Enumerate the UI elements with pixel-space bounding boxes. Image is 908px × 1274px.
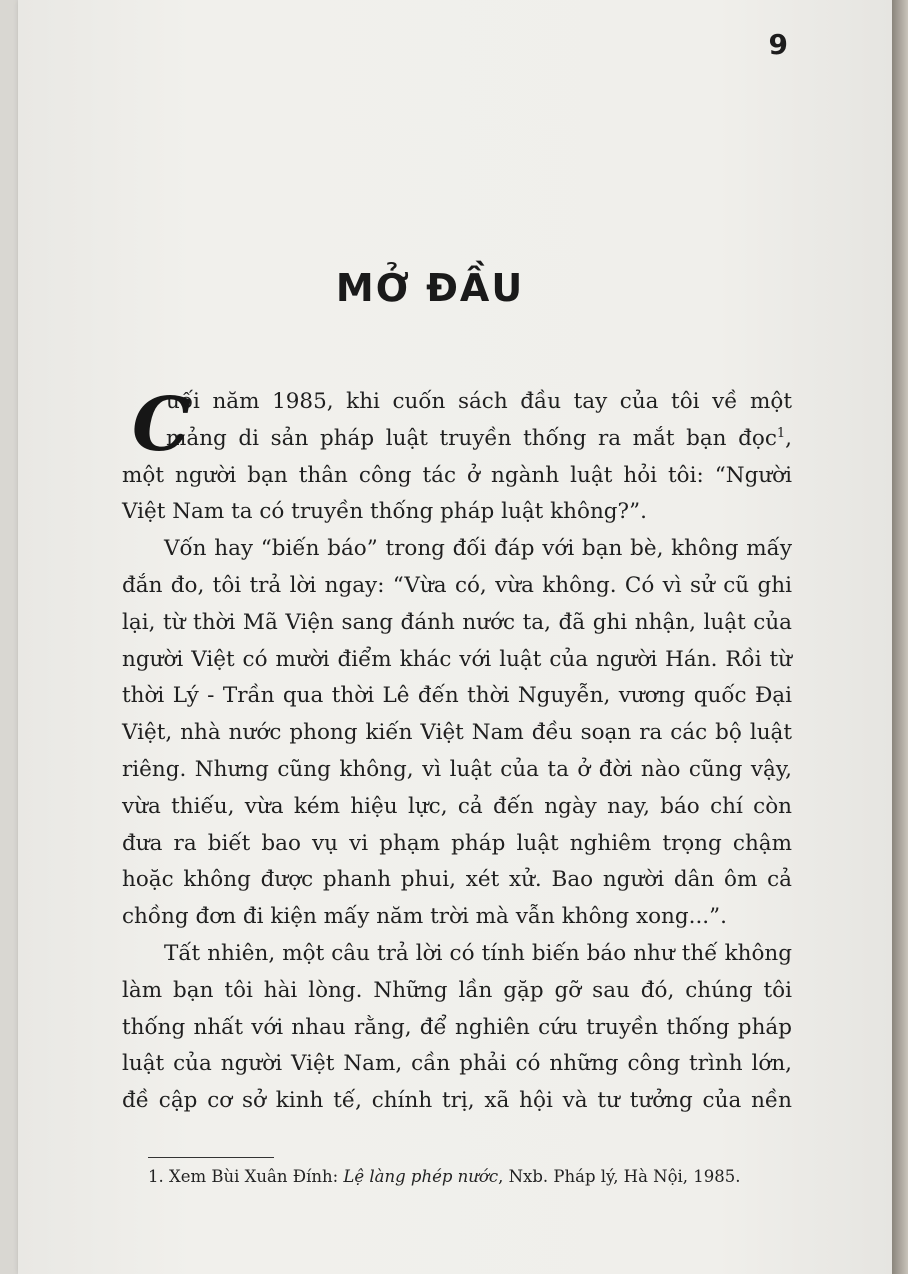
footnote-prefix: 1. Xem Bùi Xuân Đính: (148, 1167, 344, 1186)
text-line: uối năm 1985, khi cuốn sách đầu tay của tôi về một (166, 389, 792, 414)
text-line: Tất nhiên, một câu trả lời có tính biến báo như thế không (164, 940, 792, 966)
text-line: người Việt có mười điểm khác với luật của người Hán. Rồi từ (122, 646, 792, 672)
footnote-title: Lệ làng phép nước (343, 1167, 499, 1186)
text-line: thống nhất với nhau rằng, để nghiên cứu truyền thống pháp (122, 1014, 792, 1040)
paragraph-1 (122, 384, 792, 531)
drop-cap: C (132, 382, 191, 468)
text-line: hoặc không được phanh phui, xét xử. Bao người dân ôm cả (122, 867, 792, 893)
text-line (122, 421, 792, 458)
footnote-divider (148, 1157, 274, 1158)
paragraph-3 (122, 936, 792, 1120)
text-line: vừa thiếu, vừa kém hiệu lực, cả đến ngày nay, báo chí còn (122, 793, 792, 819)
footnote-ref-comma: , (785, 425, 792, 451)
text-line: riêng. Nhưng cũng không, vì luật của ta ở đời nào cũng vậy, (122, 756, 792, 782)
text-line: Việt, nhà nước phong kiến Việt Nam đều soạn ra các bộ luật (122, 720, 792, 746)
body-text (122, 384, 792, 1120)
text-line: đưa ra biết bao vụ vi phạm pháp luật nghiêm trọng chậm (122, 830, 792, 856)
text-line: lại, từ thời Mã Viện sang đánh nước ta, đã ghi nhận, luật của (122, 609, 792, 635)
text-line: luật của người Việt Nam, cần phải có những công trình lớn, (122, 1051, 792, 1077)
text-line: Vốn hay “biến báo” trong đối đáp với bạn bè, không mấy (164, 536, 792, 562)
text-line: đề cập cơ sở kinh tế, chính trị, xã hội và tư tưởng của nền (122, 1088, 792, 1114)
footnote-suffix: , Nxb. Pháp lý, Hà Nội, 1985. (498, 1167, 741, 1186)
text-line: chồng đơn đi kiện mấy năm trời mà vẫn không xong...”. (122, 904, 727, 930)
footnote (148, 1167, 788, 1186)
text-line: đắn đo, tôi trả lời ngay: “Vừa có, vừa không. Có vì sử cũ ghi (122, 572, 792, 598)
text-line: làm bạn tôi hài lòng. Những lần gặp gỡ sau đó, chúng tôi (122, 977, 792, 1003)
text-line: thời Lý - Trần qua thời Lê đến thời Nguyễn, vương quốc Đại (122, 683, 792, 709)
text-line: Việt Nam ta có truyền thống pháp luật không?”. (122, 499, 647, 525)
text-line: một người bạn thân công tác ở ngành luật hỏi tôi: “Người (122, 462, 792, 488)
footnote-ref: 1 (776, 425, 786, 441)
chapter-heading: MỞ ĐẦU (335, 266, 525, 310)
page-number: 9 (768, 28, 788, 61)
book-spine-edge (892, 0, 908, 1274)
text-line-content: mảng di sản pháp luật truyền thống ra mắt bạn đọc (166, 425, 777, 451)
paragraph-2 (122, 531, 792, 936)
